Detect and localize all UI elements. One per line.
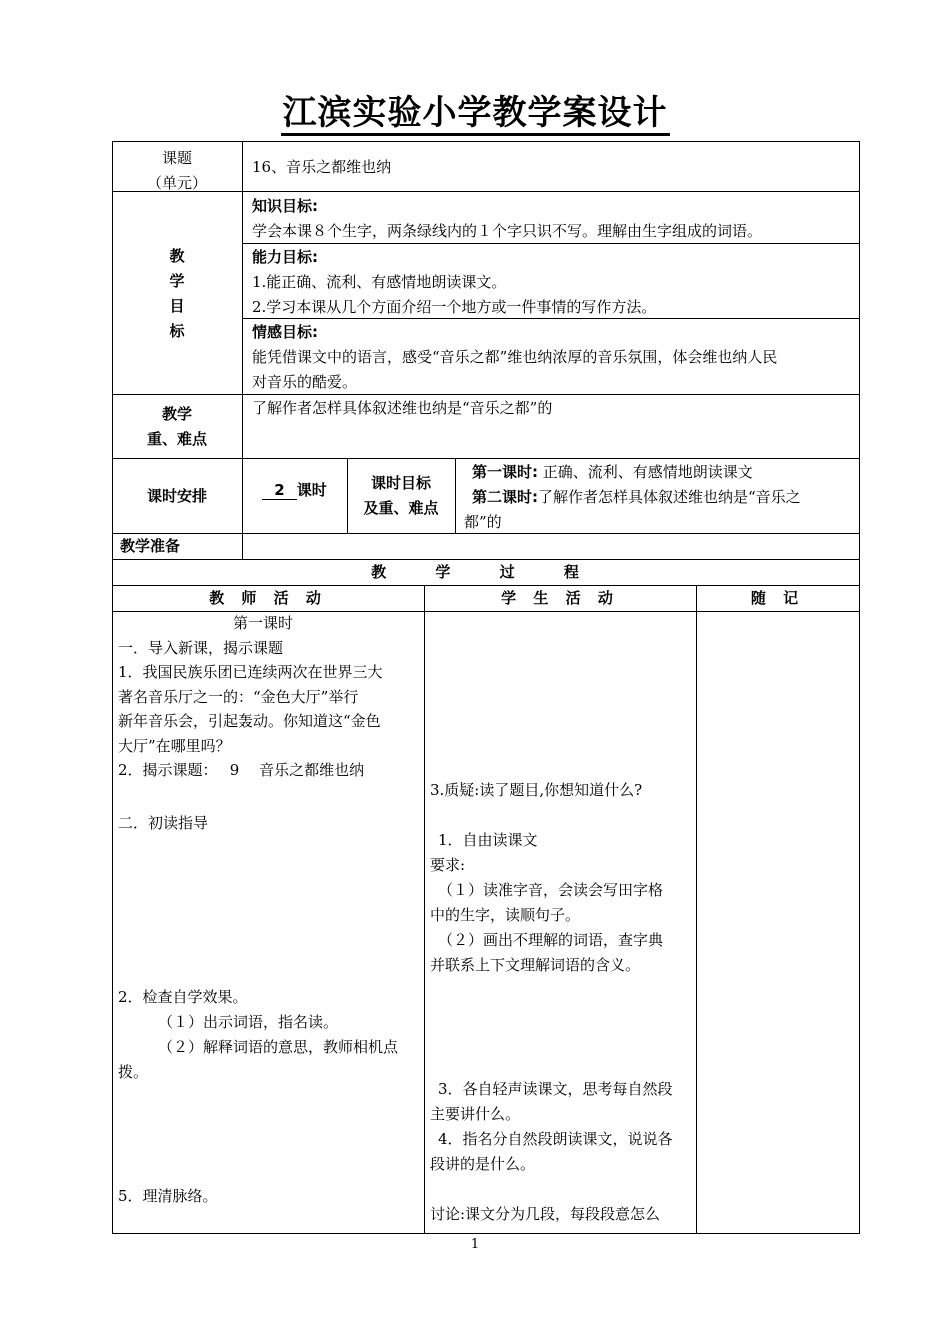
student-reading: 1．自由读课文 要求: （１）读准字音，会读会写田字格 中的生字，读顺句子。 （２）画出不理解的词语，查字典 并联系上下文理解词语的含义。 [430,831,664,974]
student-column-header: 学 生 活 动 [501,589,619,607]
page-title: 江滨实验小学教学案设计 [0,92,950,134]
teacher-step-5: 5．理清脉络。 [118,1187,218,1205]
teacher-check: 2．检查自学效果。 （１）出示词语，指名读。 （２）解释词语的意思，教师相机点 拨。 [118,988,399,1081]
page-number: 1 [470,1237,480,1252]
lesson-count: 2 课时 [242,478,347,503]
student-question: 3.质疑:读了题目,你想知道什么? [430,781,643,799]
lesson-goals: 第一课时: 正确、流利、有感情地朗读课文 第二课时:了解作者怎样具体叙述维也纳是“音乐之 都”的 [464,463,801,531]
notes-column-header: 随 记 [750,589,805,607]
key-points-label: 教学 重、难点 [146,405,207,448]
goals-label: 教 学 目 标 [169,247,185,340]
lesson-goal-label: 课时目标 及重、难点 [363,474,439,517]
teacher-column-header: 教 师 活 动 [209,589,327,607]
teacher-section-2: 二．初读指导 [118,814,209,832]
preparation-label: 教学准备 [120,537,181,555]
process-heading: 教 学 过 程 [371,563,601,581]
student-read-aloud: 3．各自轻声读课文，思考每自然段 主要讲什么。 4．指名分自然段朗读课文，说说各 段讲的是什么。 [430,1080,673,1173]
teacher-activities: 第一课时 一．导入新课，揭示课题 1．我国民族乐团已连续两次在世界三大 著名音乐厅之一的：“金色大厅”举行 新年音乐会，引起轰动。你知道这“金色 大厅”在哪里吗？ 2．揭示课题： 9 音乐之都维也纳 [118,614,383,779]
knowledge-goal: 知识目标: 学会本课８个生字，两条绿线内的１个字只识不写。理解由生字组成的词语。 [252,197,763,240]
topic-value: 16、音乐之都维也纳 [252,158,392,176]
emotion-goal: 情感目标: 能凭借课文中的语言，感受“音乐之都”维也纳浓厚的音乐氛围，体会维也纳人民 对音乐的酷爱。 [252,323,778,391]
student-discussion: 讨论:课文分为几段，每段段意怎么 [430,1205,661,1223]
schedule-label: 课时安排 [146,487,207,505]
key-points-value: 了解作者怎样具体叙述维也纳是“音乐之都”的 [252,399,553,417]
ability-goal: 能力目标: 1.能正确、流利、有感情地朗读课文。 2.学习本课从几个方面介绍一个地方或一件事情的写作方法。 [252,248,657,316]
topic-label: 课题 （单元） [146,149,207,192]
